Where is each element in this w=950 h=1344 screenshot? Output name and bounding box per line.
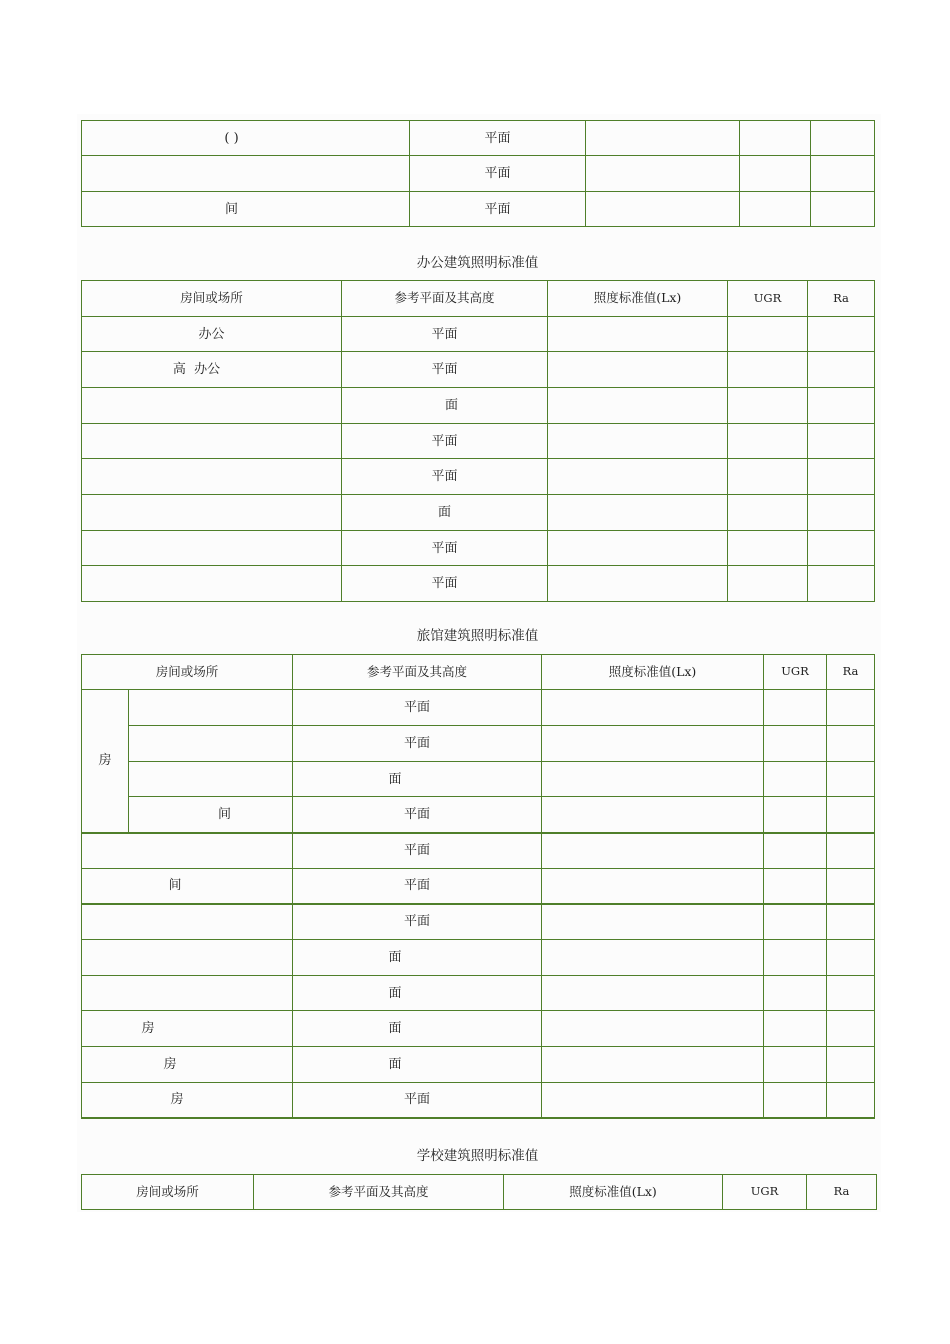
ra-cell [811,156,875,192]
table-row [82,424,875,459]
plane-cell: 平面 [410,156,586,192]
ugr-cell [764,797,827,833]
ra-cell [827,1011,875,1047]
room-cell: 办公 [82,317,342,352]
room-cell: 房 [82,1047,293,1083]
table-row [82,869,875,904]
room-cell: 房 [82,1083,293,1118]
room-cell [82,156,410,192]
plane-cell: 面 [293,940,542,976]
ugr-cell [764,1011,827,1047]
table-row [82,1083,875,1118]
ugr-cell [764,833,827,869]
table-row [82,833,875,869]
ra-cell [827,762,875,797]
table-row [82,904,875,940]
room-cell: 间 [129,797,293,833]
room-cell: 房 [82,1011,293,1047]
plane-cell: 平面 [293,690,542,726]
room-cell: ( ) [82,121,410,156]
lux-cell [542,904,764,940]
lux-cell [542,690,764,726]
header-lux: 照度标准值(Lx) [504,1175,723,1210]
plane-cell: 平面 [293,869,542,904]
ugr-cell [728,352,808,388]
table-row [82,121,875,156]
plane-cell: 平面 [293,726,542,762]
plane-cell: 面 [342,388,548,424]
school-table-caption: 学校建筑照明标准值 [416,1148,539,1164]
header-ugr: UGR [723,1175,807,1210]
plane-cell: 平面 [293,797,542,833]
ra-cell [827,976,875,1011]
room-cell [129,762,293,797]
ra-cell [827,797,875,833]
table-row [82,459,875,495]
table-row [82,726,875,762]
header-row [82,1175,877,1210]
table-row [82,388,875,424]
hotel-lighting-table [81,654,875,1119]
ugr-cell [728,566,808,602]
plane-cell: 面 [293,1047,542,1083]
header-ugr: UGR [728,281,808,317]
ugr-cell [740,192,811,227]
room-cell [82,976,293,1011]
table-row [82,762,875,797]
plane-cell: 平面 [342,424,548,459]
ugr-cell [764,904,827,940]
ra-cell [827,869,875,904]
lux-cell [548,388,728,424]
plane-cell: 平面 [342,566,548,602]
room-cell [82,904,293,940]
plane-cell: 面 [293,976,542,1011]
header-lux: 照度标准值(Lx) [542,655,764,690]
table-row [82,317,875,352]
table-row [82,976,875,1011]
room-cell: 间 [82,869,293,904]
header-ugr: UGR [764,655,827,690]
header-ra: Ra [827,655,875,690]
plane-cell: 平面 [342,317,548,352]
ra-cell [827,904,875,940]
room-cell [82,566,342,602]
ra-cell [827,833,875,869]
ugr-cell [764,976,827,1011]
header-plane: 参考平面及其高度 [254,1175,504,1210]
ugr-cell [764,1047,827,1083]
table-row [82,156,875,192]
ugr-cell [764,726,827,762]
ra-cell [808,566,875,602]
ugr-cell [728,317,808,352]
lux-cell [542,1047,764,1083]
lux-cell [542,797,764,833]
ugr-cell [764,1083,827,1118]
room-cell [82,531,342,566]
ra-cell [827,1047,875,1083]
ra-cell [808,495,875,531]
room-cell: 间 [82,192,410,227]
ra-cell [827,726,875,762]
plane-cell: 平面 [410,192,586,227]
plane-cell: 平面 [410,121,586,156]
header-room: 房间或场所 [82,655,293,690]
room-group-label: 房 [82,690,129,833]
lux-cell [586,156,740,192]
lux-cell [548,459,728,495]
ra-cell [827,690,875,726]
ra-cell [811,192,875,227]
lux-cell [548,424,728,459]
lux-cell [542,976,764,1011]
office-table-caption: 办公建筑照明标准值 [416,255,539,271]
table-row [82,531,875,566]
room-cell [82,424,342,459]
lux-cell [542,1011,764,1047]
table-row [82,352,875,388]
table-row [82,192,875,227]
lux-cell [548,566,728,602]
plane-cell: 平面 [342,352,548,388]
ugr-cell [764,940,827,976]
ugr-cell [728,388,808,424]
hotel-table-caption: 旅馆建筑照明标准值 [416,628,539,644]
plane-cell: 平面 [293,1083,542,1118]
ra-cell [827,1083,875,1118]
lux-cell [548,531,728,566]
table-row [82,566,875,602]
room-cell [82,495,342,531]
lux-cell [542,1083,764,1118]
header-plane: 参考平面及其高度 [293,655,542,690]
plane-cell: 面 [342,495,548,531]
header-row [82,281,875,317]
room-cell [82,388,342,424]
room-cell [82,940,293,976]
ra-cell [827,940,875,976]
ugr-cell [764,690,827,726]
table-row [82,940,875,976]
ra-cell [808,388,875,424]
lux-cell [586,192,740,227]
ugr-cell [764,869,827,904]
ra-cell [808,531,875,566]
lux-cell [542,833,764,869]
header-lux: 照度标准值(Lx) [548,281,728,317]
plane-cell: 平面 [342,459,548,495]
table-row [82,797,875,833]
table-row [82,495,875,531]
room-cell: 高 办公 [82,352,342,388]
lux-cell [586,121,740,156]
ugr-cell [728,531,808,566]
ra-cell [808,459,875,495]
plane-cell: 面 [293,1011,542,1047]
ugr-cell [728,424,808,459]
room-cell [129,690,293,726]
ra-cell [808,352,875,388]
room-cell [82,833,293,869]
lux-cell [548,317,728,352]
continued-table [81,120,875,227]
office-lighting-table [81,280,875,602]
ugr-cell [740,121,811,156]
table-row [82,1047,875,1083]
lux-cell [542,726,764,762]
ra-cell [808,317,875,352]
lux-cell [548,495,728,531]
lux-cell [542,869,764,904]
header-ra: Ra [807,1175,877,1210]
header-plane: 参考平面及其高度 [342,281,548,317]
table-row [82,690,875,726]
ra-cell [811,121,875,156]
lux-cell [542,762,764,797]
lux-cell [542,940,764,976]
header-room: 房间或场所 [82,281,342,317]
ugr-cell [764,762,827,797]
plane-cell: 平面 [293,904,542,940]
plane-cell: 平面 [342,531,548,566]
ugr-cell [728,495,808,531]
header-room: 房间或场所 [82,1175,254,1210]
header-row [82,655,875,690]
plane-cell: 平面 [293,833,542,869]
ugr-cell [728,459,808,495]
header-ra: Ra [808,281,875,317]
ugr-cell [740,156,811,192]
school-lighting-table [81,1174,877,1210]
room-cell [82,459,342,495]
room-cell [129,726,293,762]
ra-cell [808,424,875,459]
table-row [82,1011,875,1047]
plane-cell: 面 [293,762,542,797]
lux-cell [548,352,728,388]
